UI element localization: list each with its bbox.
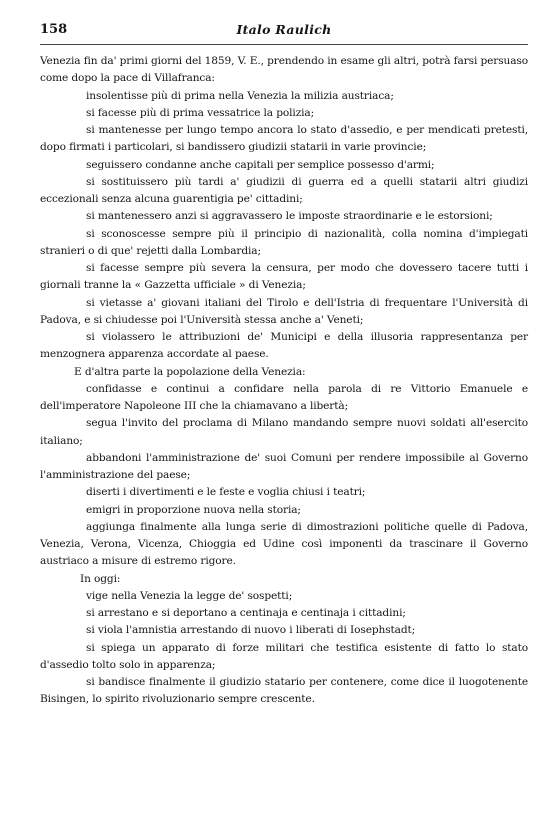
paragraph: si sostituissero più tardi a' giudizii di guerra ed a quelli statarii altri giudizi eccezionali senza alcuna guarentigia pe' cittadini; (40, 175, 528, 205)
paragraph: si mantenessero anzi si aggravassero le imposte straordinarie e le estorsioni; (86, 210, 493, 223)
paragraph: segua l'invito del proclama di Milano mandando sempre nuovi soldati all'esercito italiano; (40, 417, 528, 447)
paragraph: seguissero condanne anche capitali per semplice possesso d'armi; (86, 158, 435, 171)
paragraph: si spiega un apparato di forze militari che testifica esistente di fatto lo stato d'assedio tolto solo in apparenza; (40, 641, 528, 671)
paragraph: Venezia fin da' primi giorni del 1859, V. E., prendendo in esame gli altri, potrà farsi persuaso come dopo la pace di Villafranca: (40, 55, 528, 85)
paragraph: vige nella Venezia la legge de' sospetti; (86, 589, 293, 602)
paragraph: E d'altra parte la popolazione della Venezia: (74, 365, 306, 378)
running-title: Italo Raulich (236, 22, 332, 37)
paragraph: si bandisce finalmente il giudizio statario per contenere, come dice il luogotenente Bisingen, lo spirito rivoluzionario sempre crescente. (40, 676, 528, 706)
paragraph: si facesse più di prima vessatrice la polizia; (86, 106, 315, 119)
paragraph: si viola l'amnistia arrestando di nuovo i liberati di Iosephstadt; (86, 624, 416, 637)
page-header (40, 22, 528, 45)
paragraph: si sconoscesse sempre più il principio di nazionalità, colla nomina d'impiegati stranieri o di que' rejetti dalla Lombardia; (40, 227, 528, 257)
paragraph: si facesse sempre più severa la censura, per modo che dovessero tacere tutti i giornali tranne la « Gazzetta ufficiale » di Venezia; (40, 262, 528, 292)
paragraph: si arrestano e si deportano a centinaja e centinaja i cittadini; (86, 607, 406, 619)
paragraph: abbandoni l'amministrazione de' suoi Comuni per rendere impossibile al Governo l'amministrazione del paese; (40, 451, 528, 481)
paragraph: confidasse e continui a confidare nella parola di re Vittorio Emanuele e dell'imperatore Napoleone III che la chiamavano a libertà; (40, 382, 528, 412)
paragraph: si mantenesse per lungo tempo ancora lo stato d'assedio, e per mendicati pretesti, dopo firmati i particolari, si bandissero giudizii statarii in varie provincie; (40, 124, 528, 154)
paragraph: In oggi: (80, 572, 121, 585)
paragraph: emigri in proporzione nuova nella storia; (86, 503, 301, 516)
paragraph: insolentisse più di prima nella Venezia la milizia austriaca; (86, 89, 394, 102)
paragraph: diserti i divertimenti e le feste e voglia chiusi i teatri; (86, 486, 366, 499)
paragraph: aggiunga finalmente alla lunga serie di dimostrazioni politiche quelle di Padova, Venezia, Verona, Vicenza, Chioggia ed Udine così imponenti da trascinare il Governo austriaco a misure di estremo rigore. (40, 520, 528, 568)
page-number: 158 (40, 22, 68, 37)
body-text (40, 53, 528, 709)
paragraph: si vietasse a' giovani italiani del Tirolo e dell'Istria di frequentare l'Università di Padova, e si chiudesse poi l'Università stessa anche a' Veneti; (40, 296, 528, 326)
paragraph: si violassero le attribuzioni de' Municipi e della illusoria rappresentanza per menzognera apparenza accordate al paese. (40, 331, 528, 361)
